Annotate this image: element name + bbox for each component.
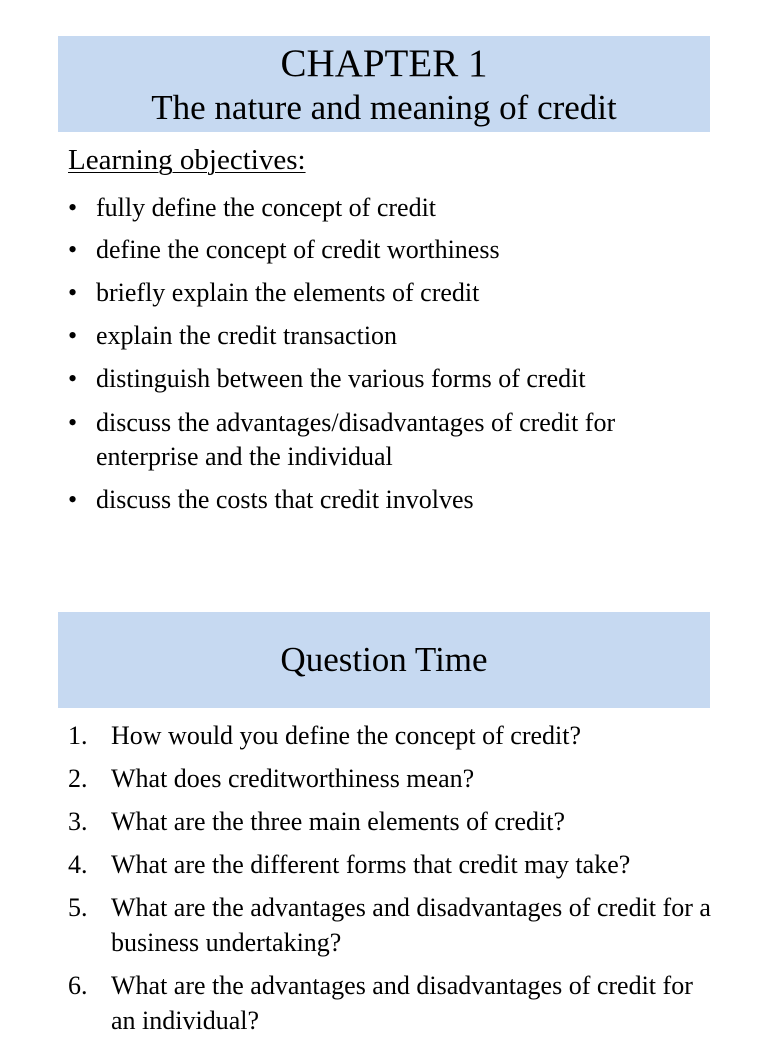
question-text: What are the three main elements of credit? bbox=[111, 807, 566, 836]
bullet-icon: • bbox=[68, 364, 78, 393]
question-number: 4. bbox=[68, 850, 88, 879]
question-title: Question Time bbox=[280, 640, 488, 679]
question-item bbox=[68, 718, 718, 753]
question-number: 1. bbox=[68, 721, 88, 750]
objective-text: define the concept of credit worthiness bbox=[96, 235, 500, 264]
question-number: 6. bbox=[68, 971, 88, 1000]
objective-text: briefly explain the elements of credit bbox=[96, 278, 480, 307]
objective-text: discuss the costs that credit involves bbox=[96, 485, 474, 514]
bullet-icon: • bbox=[68, 193, 78, 222]
question-item bbox=[68, 804, 718, 839]
question-header bbox=[58, 612, 710, 708]
objective-item bbox=[68, 191, 708, 225]
chapter-title: CHAPTER 1 bbox=[280, 42, 488, 85]
objective-item bbox=[68, 276, 708, 310]
objective-text: distinguish between the various forms of credit bbox=[96, 364, 586, 393]
objective-item bbox=[68, 483, 708, 517]
objective-item bbox=[68, 319, 708, 353]
question-item bbox=[68, 761, 718, 796]
bullet-icon: • bbox=[68, 485, 78, 514]
question-number: 2. bbox=[68, 764, 88, 793]
question-text: How would you define the concept of credit? bbox=[111, 721, 582, 750]
question-text: What are the advantages and disadvantages of credit for a business undertaking? bbox=[111, 893, 711, 957]
question-text: What are the different forms that credit may take? bbox=[111, 850, 631, 879]
question-number: 3. bbox=[68, 807, 88, 836]
objective-item bbox=[68, 233, 708, 267]
question-item bbox=[68, 890, 718, 960]
question-item bbox=[68, 847, 718, 882]
bullet-icon: • bbox=[68, 235, 78, 264]
question-number: 5. bbox=[68, 893, 88, 922]
objective-text: discuss the advantages/disadvantages of credit for enterprise and the individual bbox=[96, 408, 616, 471]
question-text: What does creditworthiness mean? bbox=[111, 764, 475, 793]
bullet-icon: • bbox=[68, 321, 78, 350]
bullet-icon: • bbox=[68, 408, 78, 437]
question-text: What are the advantages and disadvantages of credit for an individual? bbox=[111, 971, 693, 1035]
objective-text: explain the credit transaction bbox=[96, 321, 398, 350]
objective-item bbox=[68, 362, 708, 396]
objective-text: fully define the concept of credit bbox=[96, 193, 437, 222]
chapter-subtitle: The nature and meaning of credit bbox=[151, 88, 617, 127]
objective-item bbox=[68, 406, 708, 474]
chapter-header bbox=[58, 36, 710, 132]
objectives-heading: Learning objectives: bbox=[68, 144, 306, 176]
bullet-icon: • bbox=[68, 278, 78, 307]
question-item bbox=[68, 968, 718, 1038]
